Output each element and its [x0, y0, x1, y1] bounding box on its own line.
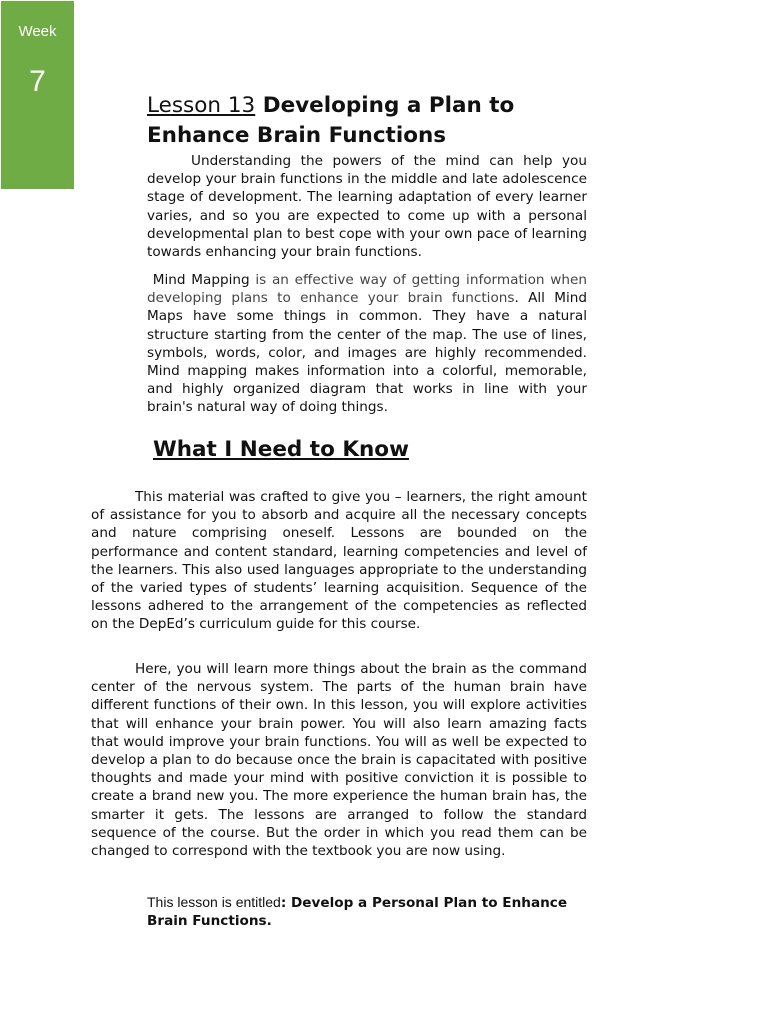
week-tab: [1, 1, 74, 189]
week-label: Week: [18, 23, 57, 40]
intro-paragraph: Understanding the powers of the mind can help you develop your brain functions in the middle and late adolescence stage of development. The learning adaptation of every learner varies, and so you are expected to come up with a personal developmental plan to best cope with your own pace of learning towards enhancing your brain functions.: [147, 153, 587, 261]
section-heading: What I Need to Know: [153, 437, 409, 462]
lesson-overview-paragraph: Here, you will learn more things about the brain as the command center of the nervous system. The parts of the human brain have different functions of their own. In this lesson, you will explore activities that will enhance your brain power. You will also learn amazing facts that would improve your brain functions. You will as well be expected to develop a plan to do because once the brain is capacitated with positive thoughts and made your mind with positive conviction it is possible to create a brand new you. The more experience the human brain has, the smarter it gets. The lessons are arranged to follow the standard sequence of the course. But the order in which you read them can be changed to correspond with the textbook you are now using.: [91, 661, 587, 860]
mind-mapping-paragraph: [147, 271, 587, 417]
lesson-title-text: Developing a Plan to Enhance Brain Functions: [147, 93, 515, 148]
week-number: 7: [29, 65, 46, 98]
entitled-title: : Develop a Personal Plan to Enhance Brain Functions.: [147, 895, 568, 930]
lesson-number: Lesson 13: [147, 93, 256, 118]
mind-mapping-lead: is an effective way of getting information when developing plans to enhance your brain functions: [147, 272, 587, 307]
entitled-lead: This lesson is entitled: [147, 894, 281, 910]
lesson-entitled: [147, 893, 587, 930]
material-paragraph: This material was crafted to give you – learners, the right amount of assistance for you to absorb and acquire all the necessary concepts and nature comprising oneself. Lessons are bounded on the performance and content standard, learning competencies and level of the learners. This also used languages appropriate to the understanding of the varied types of students’ learning acquisition. Sequence of the lessons adhered to the arrangement of the competencies as reflected on the DepEd’s curriculum guide for this course.: [91, 489, 587, 633]
mind-mapping-rest: . All Mind Maps have some things in common. They have a natural structure starting from the center of the map. The use of lines, symbols, words, color, and images are highly recommended. Mind mapping makes information into a colorful, memorable, and highly organized diagram that works in line with your brain's natural way of doing things.: [147, 290, 587, 416]
mind-mapping-term: Mind Mapping: [152, 272, 250, 288]
lesson-title: [147, 91, 587, 151]
